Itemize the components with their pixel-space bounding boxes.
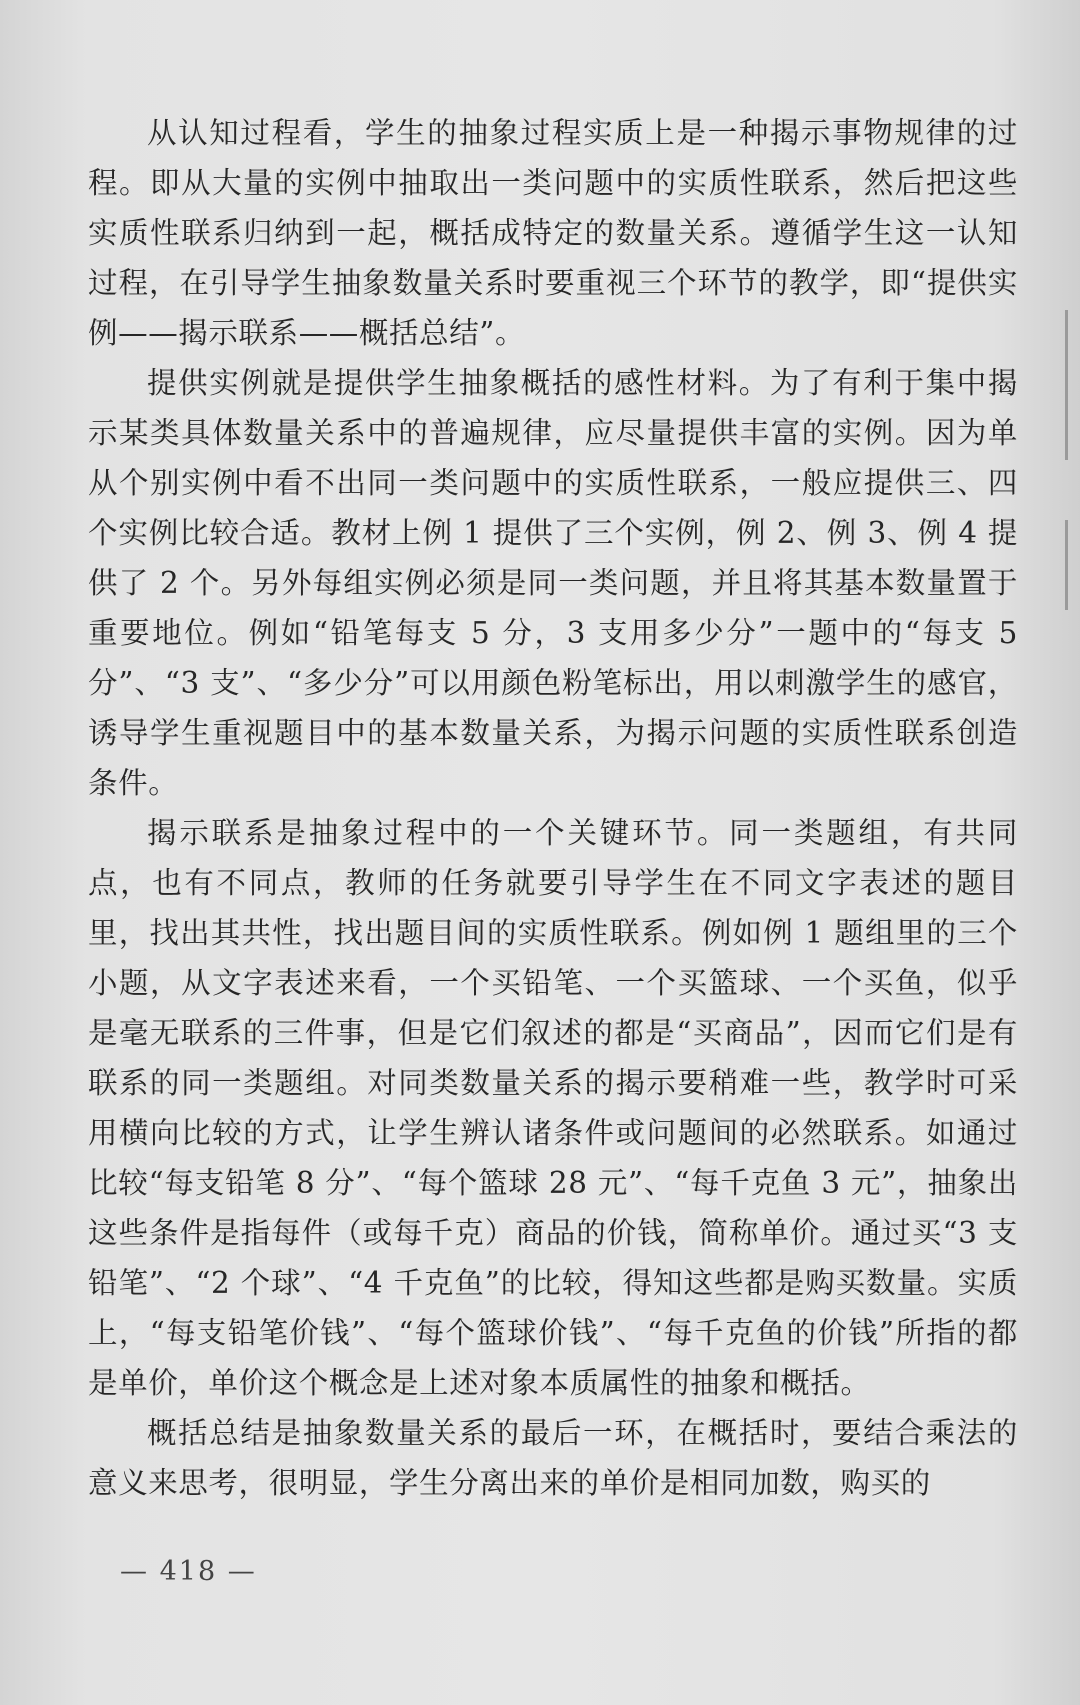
page-number: — 418 — bbox=[120, 1556, 257, 1587]
body-text bbox=[88, 108, 1018, 1508]
paragraph-1: 从认知过程看，学生的抽象过程实质上是一种揭示事物规律的过程。即从大量的实例中抽取出一类问题中的实质性联系，然后把这些实质性联系归纳到一起，概括成特定的数量关系。遵循学生这一认知过程，在引导学生抽象数量关系时要重视三个环节的教学，即“提供实例——揭示联系——概括总结”。 bbox=[88, 116, 1018, 350]
scan-edge-mark-upper bbox=[1065, 310, 1068, 460]
paragraph-2: 提供实例就是提供学生抽象概括的感性材料。为了有利于集中揭示某类具体数量关系中的普遍规律，应尽量提供丰富的实例。因为单从个别实例中看不出同一类问题中的实质性联系，一般应提供三、四个实例比较合适。教材上例 1 提供了三个实例，例 2、例 3、例 4 提供了 2 个。另外每组实例必须是同一类问题，并且将其基本数量置于重要地位。例如“铅笔每支 5 分，3 支用多少分”一题中的“每支 5 分”、“3 支”、“多少分”可以用颜色粉笔标出，用以刺激学生的感官，诱导学生重视题目中的基本数量关系，为揭示问题的实质性联系创造条件。 bbox=[88, 366, 1018, 800]
scan-edge-mark-lower bbox=[1065, 520, 1068, 610]
paragraph-4: 概括总结是抽象数量关系的最后一环，在概括时，要结合乘法的意义来思考，很明显，学生分离出来的单价是相同加数，购买的 bbox=[88, 1416, 1018, 1500]
paragraph-3: 揭示联系是抽象过程中的一个关键环节。同一类题组，有共同点，也有不同点，教师的任务就要引导学生在不同文字表述的题目里，找出其共性，找出题目间的实质性联系。例如例 1 题组里的三个小题，从文字表述来看，一个买铅笔、一个买篮球、一个买鱼，似乎是毫无联系的三件事，但是它们叙述的都是“买商品”，因而它们是有联系的同一类题组。对同类数量关系的揭示要稍难一些，教学时可采用横向比较的方式，让学生辨认诸条件或问题间的必然联系。如通过比较“每支铅笔 8 分”、“每个篮球 28 元”、“每千克鱼 3 元”，抽象出这些条件是指每件（或每千克）商品的价钱，简称单价。通过买“3 支铅笔”、“2 个球”、“4 千克鱼”的比较，得知这些都是购买数量。实质上，“每支铅笔价钱”、“每个篮球价钱”、“每千克鱼的价钱”所指的都是单价，单价这个概念是上述对象本质属性的抽象和概括。 bbox=[88, 816, 1018, 1400]
